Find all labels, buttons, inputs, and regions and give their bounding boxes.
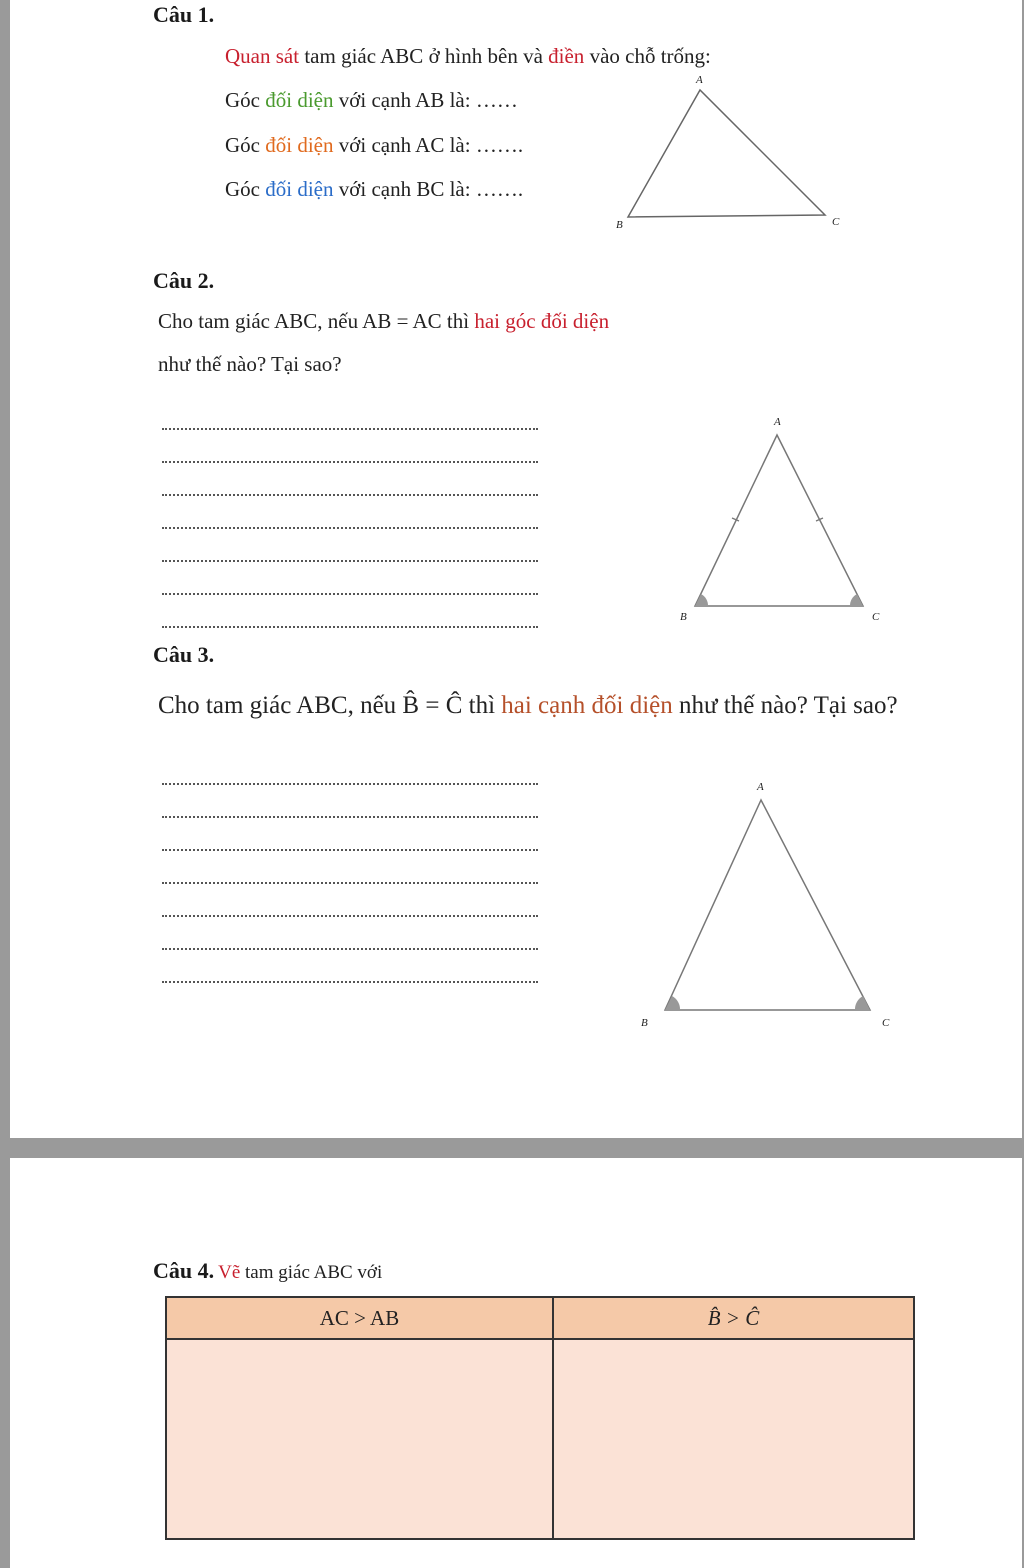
q3-text-part-1: Cho tam giác ABC, nếu B̂ = Ĉ thì <box>158 692 502 719</box>
q1-instruction-part-2: tam giác ABC ở hình bên và <box>299 44 549 68</box>
q2-answer-line[interactable] <box>162 461 538 463</box>
q4-text-part-2: tam giác ABC với <box>240 1262 383 1283</box>
q2-isosceles-triangle-figure <box>665 405 895 630</box>
q1-line-prefix: Góc <box>225 177 266 201</box>
vertex-label-a: A <box>757 781 764 793</box>
worksheet-page-1 <box>10 0 1022 1138</box>
q1-instruction-highlight-2: điền <box>548 44 585 68</box>
q1-blank-bc <box>225 177 523 202</box>
q4-title: Câu 4. <box>153 1258 215 1283</box>
q1-instruction-part-4: vào chỗ trống: <box>584 44 711 68</box>
q1-triangle-figure <box>600 70 850 240</box>
q1-line-suffix: với cạnh BC là: ……. <box>333 177 524 201</box>
q1-instruction <box>225 44 711 69</box>
angle-mark-c <box>850 594 863 606</box>
q4-heading <box>153 1258 382 1284</box>
q2-question-line-1 <box>158 309 609 334</box>
q2-question-line-2: như thế nào? Tại sao? <box>158 352 342 376</box>
q3-answer-line[interactable] <box>162 981 538 983</box>
q2-text-highlight: hai góc đối diện <box>474 309 610 333</box>
q2-answer-line[interactable] <box>162 428 538 430</box>
q1-instruction-highlight-1: Quan sát <box>225 44 300 68</box>
q4-column-header-2: B̂ > Ĉ <box>553 1297 914 1339</box>
q3-answer-line[interactable] <box>162 948 538 950</box>
triangle-abc <box>695 435 863 606</box>
angle-mark-b <box>665 996 680 1010</box>
q2-answer-line[interactable] <box>162 593 538 595</box>
q1-title: Câu 1. <box>153 2 215 27</box>
q1-blank-ab <box>225 88 518 113</box>
q3-answer-line[interactable] <box>162 783 538 785</box>
triangle-abc <box>665 800 870 1010</box>
q4-text-highlight: Vẽ <box>218 1262 241 1283</box>
q1-line-suffix: với cạnh AC là: ……. <box>333 133 524 157</box>
q1-line-suffix: với cạnh AB là: …… <box>333 88 518 112</box>
q2-answer-line[interactable] <box>162 494 538 496</box>
worksheet-page-2 <box>10 1158 1022 1568</box>
vertex-label-c: C <box>882 1017 890 1029</box>
q2-text-part-1: Cho tam giác ABC, nếu AB = AC thì <box>158 309 475 333</box>
q3-title: Câu 3. <box>153 642 215 667</box>
q3-triangle-figure <box>625 770 905 1035</box>
angle-mark-b <box>695 594 708 606</box>
q3-answer-line[interactable] <box>162 816 538 818</box>
angle-mark-c <box>855 996 870 1010</box>
q3-answer-line[interactable] <box>162 849 538 851</box>
vertex-label-c: C <box>832 216 840 228</box>
q1-line-prefix: Góc <box>225 88 266 112</box>
triangle-abc <box>628 90 825 217</box>
q3-question <box>158 692 898 720</box>
q1-line-prefix: Góc <box>225 133 266 157</box>
q3-text-part-2: như thế nào? Tại sao? <box>672 692 898 719</box>
q4-drawing-cell-2[interactable] <box>553 1339 914 1539</box>
vertex-label-b: B <box>641 1017 648 1029</box>
q2-answer-line[interactable] <box>162 626 538 628</box>
q2-answer-line[interactable] <box>162 560 538 562</box>
q1-line-highlight: đối diện <box>265 177 334 201</box>
q3-text-highlight: hai cạnh đối diện <box>501 692 673 719</box>
q4-column-header-1: AC > AB <box>166 1297 553 1339</box>
vertex-label-a: A <box>696 74 703 86</box>
vertex-label-b: B <box>680 611 687 623</box>
vertex-label-c: C <box>872 611 880 623</box>
vertex-label-a: A <box>774 416 781 428</box>
q1-line-highlight: đối diện <box>265 88 334 112</box>
q1-line-highlight: đối diện <box>265 133 334 157</box>
q3-answer-line[interactable] <box>162 915 538 917</box>
q4-drawing-cell-1[interactable] <box>166 1339 553 1539</box>
q1-blank-ac <box>225 133 523 158</box>
q3-answer-line[interactable] <box>162 882 538 884</box>
q2-answer-line[interactable] <box>162 527 538 529</box>
vertex-label-b: B <box>616 219 623 231</box>
q2-title: Câu 2. <box>153 268 215 293</box>
q4-drawing-table <box>165 1296 915 1540</box>
